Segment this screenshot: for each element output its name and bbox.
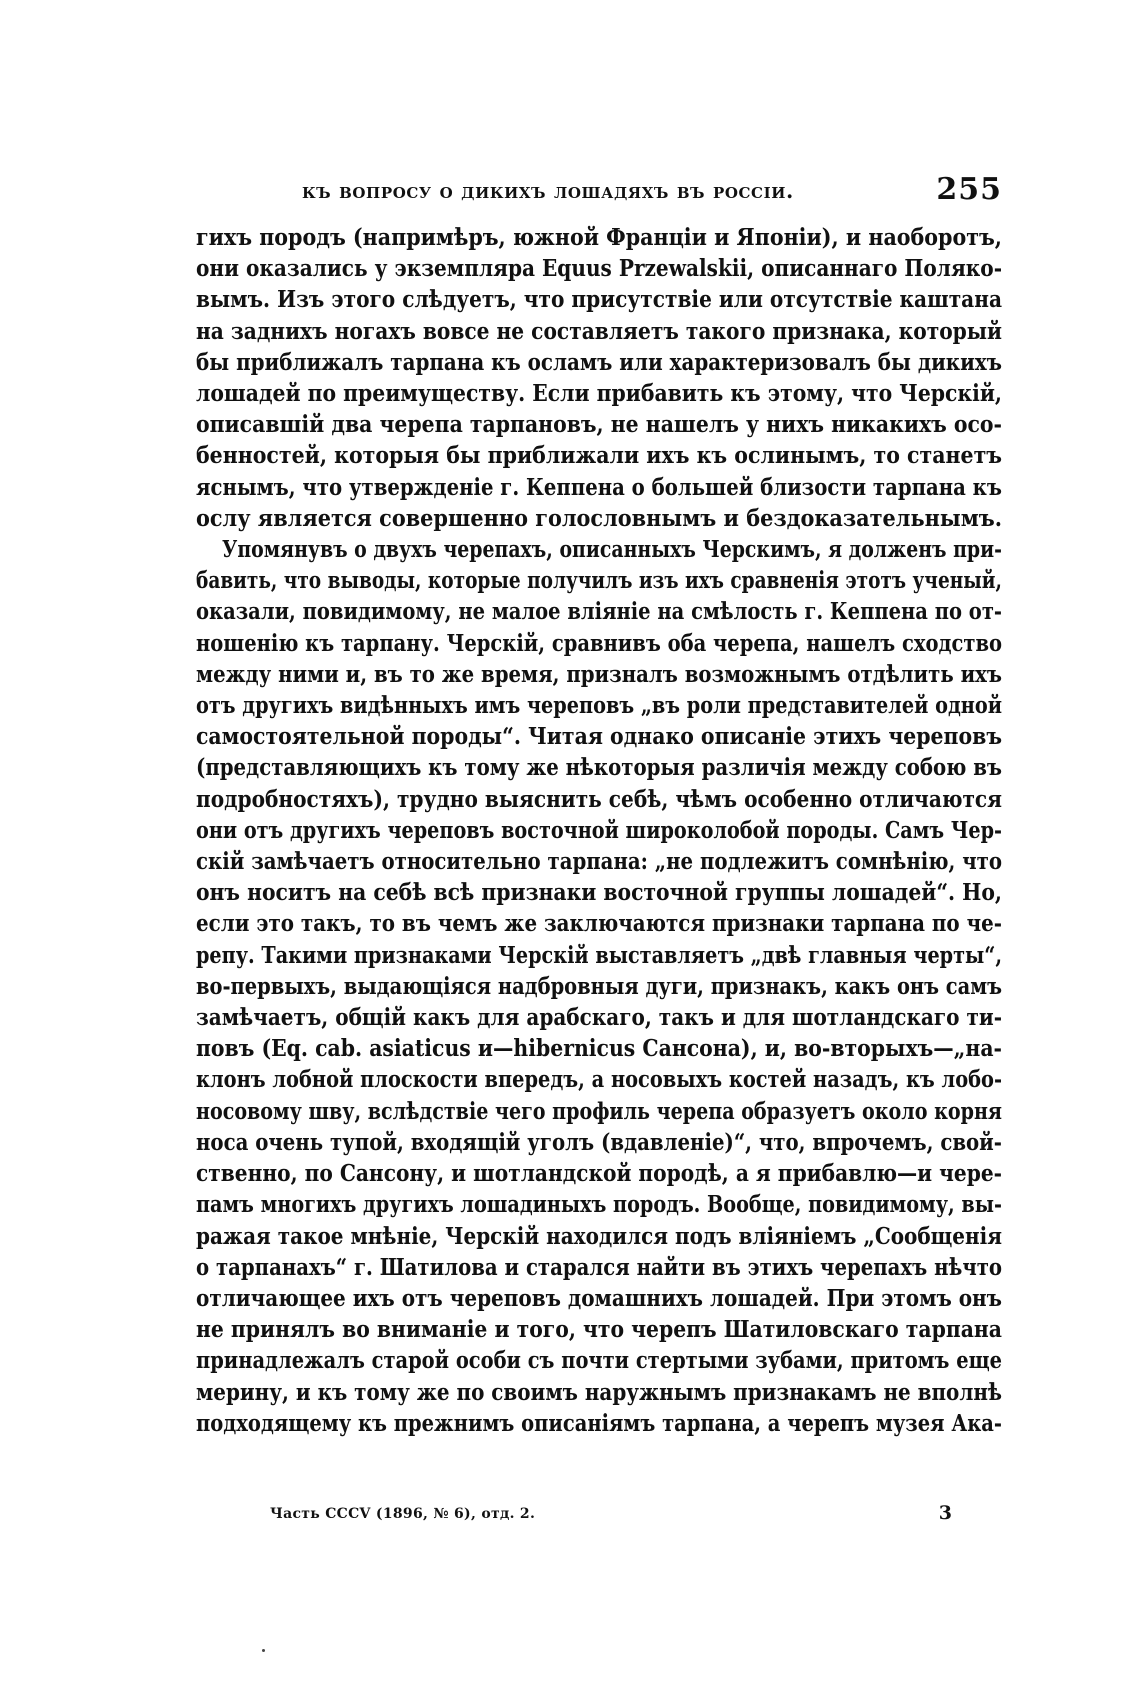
text-line: репу. Такими признаками Черскій выставляетъ „двѣ главныя черты“, xyxy=(196,940,1002,969)
page-number: 255 xyxy=(936,172,1002,207)
text-line: отъ другихъ видѣнныхъ имъ череповъ „въ роли представителей одной xyxy=(196,691,1002,720)
text-line: о тарпанахъ“ г. Шатилова и старался найти въ этихъ черепахъ нѣчто xyxy=(196,1252,1002,1281)
paragraph-1 xyxy=(196,222,1002,534)
text-line: мерину, и къ тому же по своимъ наружнымъ признакамъ не вполнѣ xyxy=(196,1377,1002,1406)
text-line: бавить, что выводы, которые получилъ изъ ихъ сравненія этотъ ученый, xyxy=(196,566,1002,595)
text-line: замѣчаетъ, общій какъ для арабскаго, такъ и для шотландскаго ти- xyxy=(196,1003,1002,1032)
text-line: скій замѣчаетъ относительно тарпана: „не подлежитъ сомнѣнію, что xyxy=(196,847,1002,876)
text-line: ношенію къ тарпану. Черскій, сравнивъ оба черепа, нашелъ сходство xyxy=(196,628,1002,657)
text-line: онъ носитъ на себѣ всѣ признаки восточной группы лошадей“. Но, xyxy=(196,878,1002,907)
text-line: клонъ лобной плоскости впередъ, а носовыхъ костей назадъ, къ лобо- xyxy=(196,1065,1002,1094)
text-line: ражая такое мнѣніе, Черскій находился подъ вліяніемъ „Сообщенія xyxy=(196,1221,1002,1250)
paragraph-2 xyxy=(196,534,1002,1439)
text-line: самостоятельной породы“. Читая однако описаніе этихъ череповъ xyxy=(196,722,1002,751)
text-line: лошадей по преимуществу. Если прибавить къ этому, что Черскій, xyxy=(196,379,1002,408)
text-line: памъ многихъ другихъ лошадиныхъ породъ. Вообще, повидимому, вы- xyxy=(196,1190,1002,1219)
text-line: ственно, по Сансону, и шотландской породѣ, а я прибавлю—и чере- xyxy=(196,1159,1002,1188)
text-line: во-первыхъ, выдающіяся надбровныя дуги, признакъ, какъ онъ самъ xyxy=(196,971,1002,1000)
sheet-number: 3 xyxy=(938,1502,952,1524)
text-line: на заднихъ ногахъ вовсе не составляетъ такого признака, который xyxy=(196,316,1002,345)
body-text xyxy=(196,222,1002,1439)
text-line: повъ (Eq. cab. asiaticus и—hibernicus Сансона), и, во-вторыхъ—„на- xyxy=(196,1034,1002,1063)
scan-speck xyxy=(262,1649,265,1652)
text-line: гихъ породъ (напримѣръ, южной Франціи и Японіи), и наоборотъ, xyxy=(196,223,1002,251)
text-line: они оказались у экземпляра Equus Przewalskii, описаннаго Поляко- xyxy=(196,254,1002,283)
text-line: носовому шву, вслѣдствіе чего профиль черепа образуетъ около корня xyxy=(196,1096,1002,1125)
text-line: яснымъ, что утвержденіе г. Кеппена о большей близости тарпана къ xyxy=(196,472,1002,501)
text-line: если это такъ, то въ чемъ же заключаются признаки тарпана по че- xyxy=(196,909,1002,938)
text-line: Упомянувъ о двухъ черепахъ, описанныхъ Черскимъ, я долженъ при- xyxy=(222,535,1002,564)
page-header xyxy=(302,172,1002,212)
text-line: принадлежалъ старой особи съ почти стертыми зубами, притомъ еще xyxy=(196,1346,1002,1375)
text-line: описавшій два черепа тарпановъ, не нашелъ у нихъ никакихъ осо- xyxy=(196,410,1002,439)
text-line: (представляющихъ къ тому же нѣкоторыя различія между собою въ xyxy=(196,753,1002,782)
text-line: подходящему къ прежнимъ описаніямъ тарпана, а черепъ музея Ака- xyxy=(196,1408,1002,1437)
printer-signature: Часть CCCV (1896, № 6), отд. 2. xyxy=(270,1506,536,1522)
text-line: носа очень тупой, входящій уголъ (вдавленіе)“, что, впрочемъ, свой- xyxy=(196,1127,1002,1156)
text-line: оказали, повидимому, не малое вліяніе на смѣлость г. Кеппена по от- xyxy=(196,597,1002,626)
text-line: ослу является совершенно голословнымъ и бездоказательнымъ. xyxy=(196,503,1002,532)
text-line: отличающее ихъ отъ череповъ домашнихъ лошадей. При этомъ онъ xyxy=(196,1283,1002,1312)
running-head: къ вопросу о дикихъ лошадяхъ въ россіи. xyxy=(302,178,794,203)
text-line: они отъ другихъ череповъ восточной широколобой породы. Самъ Чер- xyxy=(196,815,1002,844)
text-line: вымъ. Изъ этого слѣдуетъ, что присутствіе или отсутствіе каштана xyxy=(196,285,1002,314)
text-line: между ними и, въ то же время, призналъ возможнымъ отдѣлить ихъ xyxy=(196,659,1002,688)
text-line: подробностяхъ), трудно выяснить себѣ, чѣмъ особенно отличаются xyxy=(196,784,1002,813)
text-line: не принялъ во вниманіе и того, что черепъ Шатиловскаго тарпана xyxy=(196,1315,1002,1344)
text-line: бенностей, которыя бы приближали ихъ къ ослинымъ, то станетъ xyxy=(196,441,1002,470)
text-line: бы приближалъ тарпана къ осламъ или характеризовалъ бы дикихъ xyxy=(196,347,1002,376)
page-footer xyxy=(270,1502,952,1532)
